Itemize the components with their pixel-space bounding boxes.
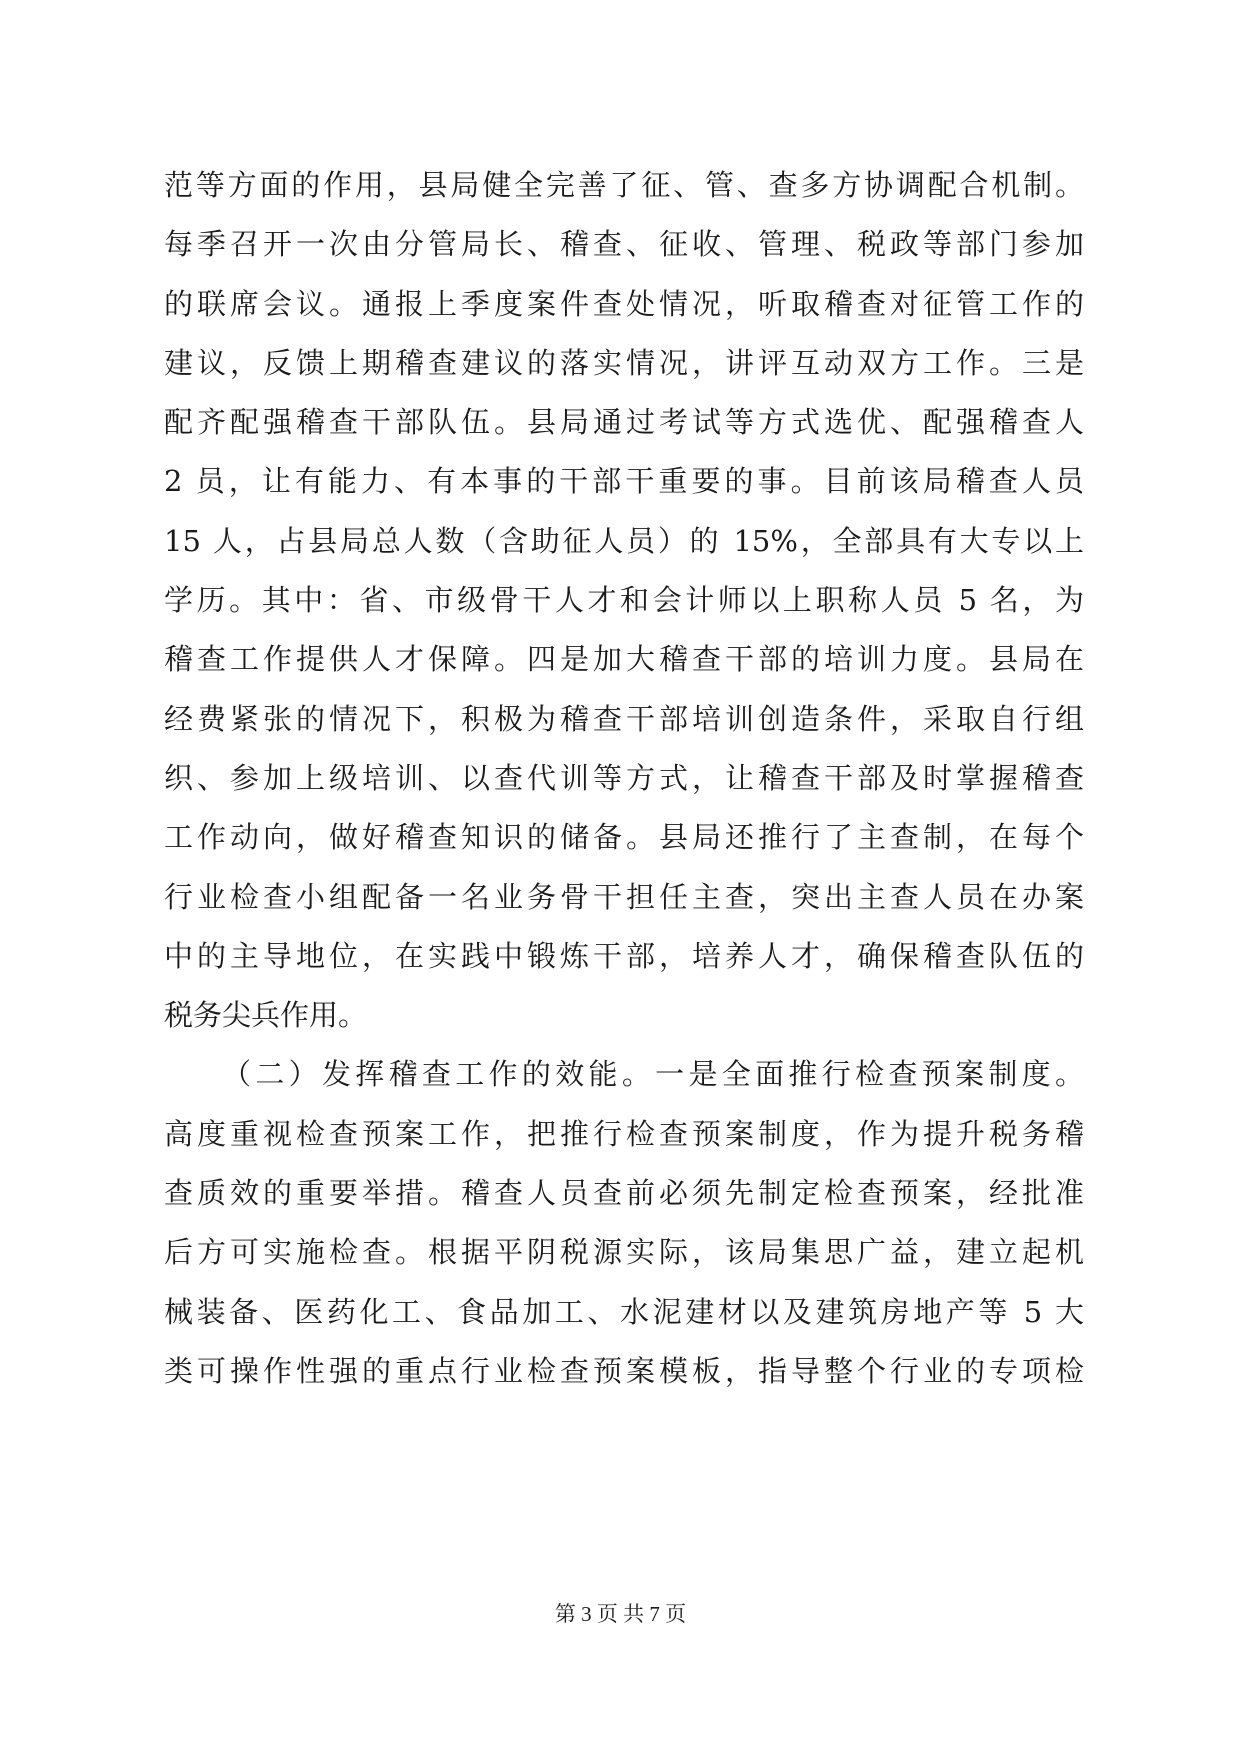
text-line: 稽查工作提供人才保障。四是加大稽查干部的培训力度。县局在	[164, 642, 1084, 677]
text-line: 织、参加上级培训、以查代训等方式，让稽查干部及时掌握稽查	[164, 760, 1084, 795]
text-line: 15 人，占县局总人数（含助征人员）的 15%，全部具有大专以上	[164, 523, 1084, 558]
text-line: 学历。其中：省、市级骨干人才和会计师以上职称人员 5 名，为	[164, 583, 1084, 618]
text-line: 税务尖兵作用。	[164, 998, 368, 1033]
text-line: 2 员，让有能力、有本事的干部干重要的事。目前该局稽查人员	[164, 464, 1084, 499]
text-line: 械装备、医药化工、食品加工、水泥建材以及建筑房地产等 5 大	[164, 1294, 1084, 1329]
text-line: 中的主导地位，在实践中锻炼干部，培养人才，确保稽查队伍的	[164, 938, 1084, 973]
body-text	[164, 156, 1084, 1401]
page-footer: 第 3 页 共 7 页	[554, 1602, 687, 1626]
text-line: 后方可实施检查。根据平阴税源实际，该局集思广益，建立起机	[164, 1235, 1084, 1270]
text-line: 类可操作性强的重点行业检查预案模板，指导整个行业的专项检	[164, 1353, 1084, 1388]
text-line: 行业检查小组配备一名业务骨干担任主查，突出主查人员在办案	[164, 879, 1084, 914]
text-line: 查质效的重要举措。稽查人员查前必须先制定检查预案，经批准	[164, 1176, 1084, 1211]
text-line: 范等方面的作用，县局健全完善了征、管、查多方协调配合机制。	[164, 168, 1084, 202]
text-line: 经费紧张的情况下，积极为稽查干部培训创造条件，采取自行组	[164, 701, 1084, 736]
text-line: 的联席会议。通报上季度案件查处情况，听取稽查对征管工作的	[164, 286, 1084, 321]
section-heading-line: （二）发挥稽查工作的效能。一是全面推行检查预案制度。	[222, 1057, 1084, 1092]
text-line: 配齐配强稽查干部队伍。县局通过考试等方式选优、配强稽查人	[164, 405, 1084, 440]
text-line: 高度重视检查预案工作，把推行检查预案制度，作为提升税务稽	[164, 1116, 1084, 1151]
text-line: 每季召开一次由分管局长、稽查、征收、管理、税政等部门参加	[164, 227, 1084, 262]
text-line: 建议，反馈上期稽查建议的落实情况，讲评互动双方工作。三是	[164, 345, 1084, 380]
text-line: 工作动向，做好稽查知识的储备。县局还推行了主查制，在每个	[164, 820, 1084, 855]
